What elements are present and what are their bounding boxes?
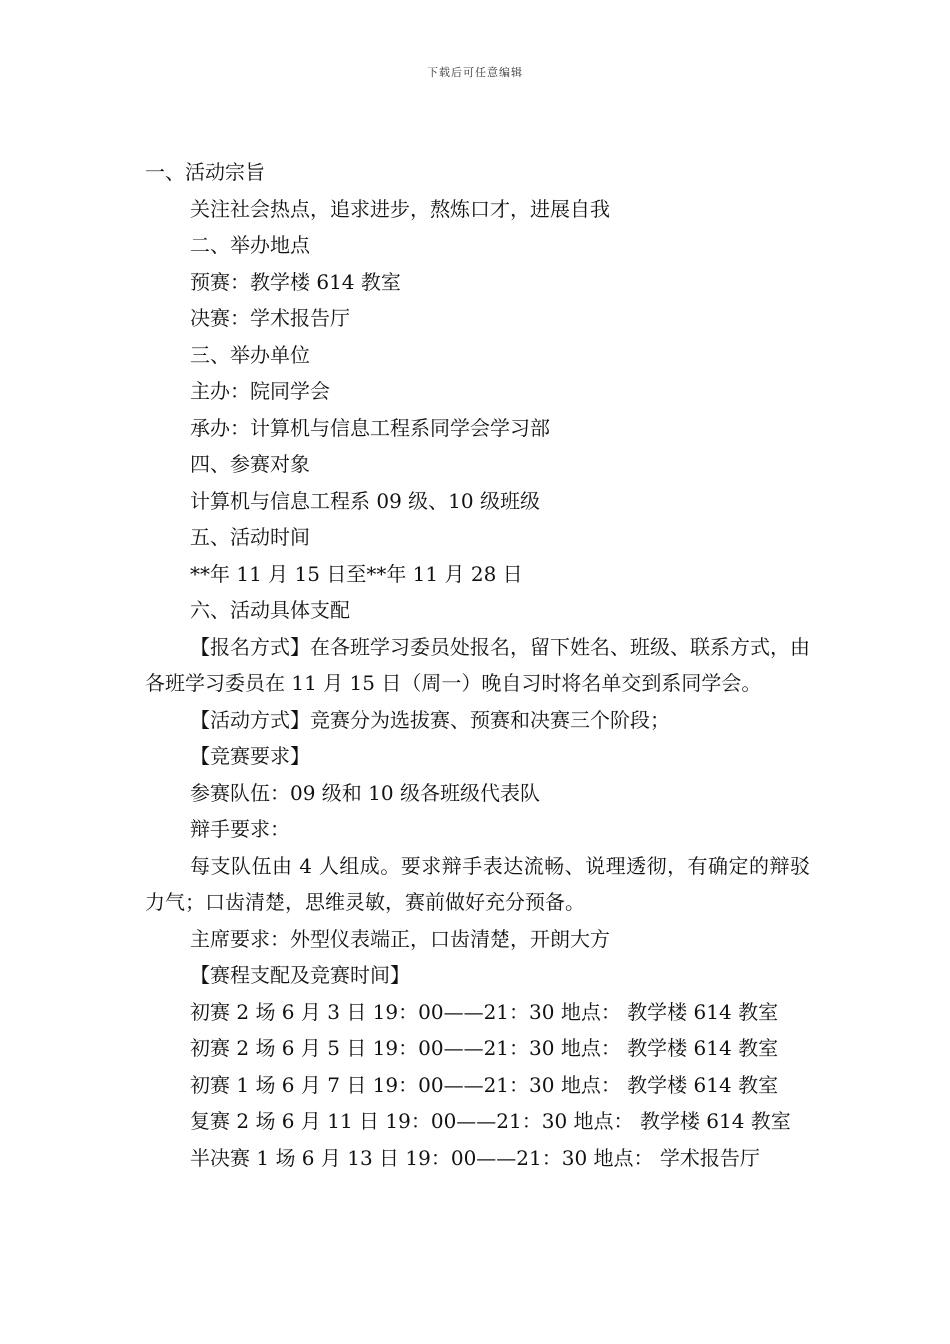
- schedule-row: 初赛 1 场 6 月 7 日 19：00——21：30 地点： 教学楼 614 教室: [190, 1072, 779, 1097]
- debater-requirements-label: 辩手要求：: [190, 817, 290, 841]
- section-heading-arrangement: 六、活动具体支配: [190, 598, 350, 622]
- schedule-row: 复赛 2 场 6 月 11 日 19：00——21：30 地点： 教学楼 614 教室: [190, 1109, 791, 1133]
- organizer-host: 主办：院同学会: [190, 379, 330, 403]
- section-heading-venue: 二、举办地点: [190, 233, 310, 257]
- venue-preliminary: 预赛：教学楼 614 教室: [190, 269, 401, 294]
- schedule-row: 半决赛 1 场 6 月 13 日 19：00——21：30 地点： 学术报告厅: [190, 1145, 760, 1170]
- schedule-row: 初赛 2 场 6 月 5 日 19：00——21：30 地点： 教学楼 614 教室: [190, 1036, 779, 1060]
- teams-text: 参赛队伍：09 级和 10 级各班级代表队: [190, 780, 540, 805]
- purpose-text: 关注社会热点，追求进步，熬炼口才，进展自我: [190, 196, 610, 221]
- activity-format-text: 【活动方式】竞赛分为选拔赛、预赛和决赛三个阶段；: [190, 707, 670, 732]
- debater-requirements-paragraph: 每支队伍由 4 人组成。要求辩手表达流畅、说理透彻，有确定的辩驳力气；口齿清楚，思维灵敏，赛前做好充分预备。: [145, 853, 810, 914]
- venue-final: 决赛：学术报告厅: [190, 306, 350, 330]
- document-body: [145, 154, 810, 1176]
- time-text: **年 11 月 15 日至**年 11 月 28 日: [190, 561, 523, 586]
- participants-text: 计算机与信息工程系 09 级、10 级班级: [190, 488, 540, 513]
- section-heading-time: 五、活动时间: [190, 525, 310, 549]
- section-heading-organizer: 三、举办单位: [190, 342, 310, 367]
- section-heading-participants: 四、参赛对象: [190, 452, 310, 476]
- schedule-heading: 【赛程支配及竞赛时间】: [190, 963, 410, 987]
- registration-paragraph: 【报名方式】在各班学习委员处报名，留下姓名、班级、联系方式，由各班学习委员在 11 月 15 日（周一）晚自习时将名单交到系同学会。: [145, 634, 810, 695]
- section-heading-purpose: 一、活动宗旨: [145, 160, 265, 184]
- organizer-undertaker: 承办：计算机与信息工程系同学会学习部: [190, 415, 550, 440]
- schedule-row: 初赛 2 场 6 月 3 日 19：00——21：30 地点： 教学楼 614 教室: [190, 999, 779, 1024]
- page-header-note: 下载后可任意编辑: [427, 66, 523, 79]
- chair-requirements-text: 主席要求：外型仪表端正，口齿清楚，开朗大方: [190, 926, 610, 951]
- competition-requirements-heading: 【竞赛要求】: [190, 744, 310, 768]
